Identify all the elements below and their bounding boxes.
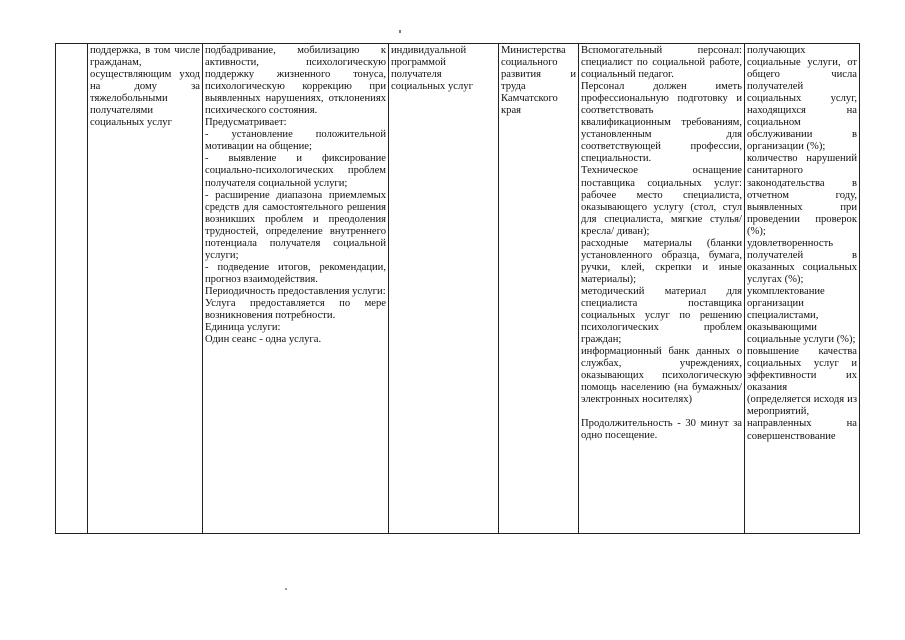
ministry-cell xyxy=(499,44,579,534)
service-name-text: поддержка, в том числе гражданам, осуществляющим уход на дому за тяжелобольными получателями социальных услуг xyxy=(90,45,200,129)
conditions-line: Вспомогательный персонал: специалист по социальной работе, социальный педагог. xyxy=(581,45,742,81)
description-line: Единица услуги: xyxy=(205,322,281,334)
description-line: - подведение итогов, рекомендации, прогноз взаимодействия. xyxy=(205,261,386,285)
ministry-text: Министерства социального развития и труда Камчатского края xyxy=(501,45,576,117)
indicator-line: удовлетворенность получателей в оказанных социальных услугах (%); xyxy=(747,237,857,285)
scan-speck xyxy=(285,588,287,590)
indicator-line: повышение качества социальных услуг и эффективности их оказания xyxy=(747,346,857,394)
description-line: подбадривание, мобилизацию к активности, психологическую поддержку жизненного тонуса, психологическую коррекцию при выявленных нарушениях, отклонениях психического состояния. xyxy=(205,45,386,117)
service-name-cell xyxy=(88,44,203,534)
description-line: Один сеанс - одна услуга. xyxy=(205,334,322,346)
indicator-line: получающих социальные услуги, от общего числа получателей социальных услуг, находящихся на социальном обслуживании в организации (%); xyxy=(747,45,857,153)
conditions-line: методический материал для специалиста поставщика социальных услуг по решению психологических проблем граждан; xyxy=(581,285,742,346)
conditions-line: информационный банк данных о службах, учреждениях, оказывающих психологическую помощь населению (на бумажных/ электронных носителях) xyxy=(581,346,742,406)
conditions-line: Техническое оснащение поставщика социальных услуг: рабочее место специалиста, оказывающего услугу (стол, стул для специалиста, мягкие стулья/ кресла/ диван); xyxy=(581,165,742,237)
indicator-line: укомплектование организации специалистами, оказывающими социальные услуги (%); xyxy=(747,285,856,346)
description-line: Предусматривает: xyxy=(205,117,287,129)
description-line: - расширение диапазона приемлемых средств для самостоятельного решения возникших проблем и преодоления трудностей, определение внутреннего потенциала получателя социальной услуги; xyxy=(205,189,386,261)
program-text: индивидуальной программой получателя социальных услуг xyxy=(391,45,473,93)
conditions-cell xyxy=(579,44,745,534)
page-mark xyxy=(399,30,401,33)
number-cell xyxy=(56,44,88,534)
conditions-line: Персонал должен иметь профессиональную подготовку и соответствовать квалификационным требованиям, установленным для соответствующей профессии, специальности. xyxy=(581,81,742,165)
indicator-line: количество нарушений санитарного законодательства в отчетном году, выявленных при проведении проверок (%); xyxy=(747,153,857,237)
description-line: - выявление и фиксирование социально-психологических проблем получателя социальной услуги; xyxy=(205,153,386,189)
service-description-cell xyxy=(203,44,389,534)
program-cell xyxy=(389,44,499,534)
conditions-line: расходные материалы (бланки установленного образца, бумага, ручки, клей, скрепки и иные материалы); xyxy=(581,237,742,285)
description-line: Периодичность предоставления услуги: xyxy=(205,285,386,297)
indicator-line: (определяется исходя из мероприятий, направленных на совершенствование xyxy=(747,394,857,442)
description-line: Услуга предоставляется по мере возникновения потребности. xyxy=(205,297,386,322)
table-row xyxy=(56,44,860,534)
conditions-line: Продолжительность - 30 минут за одно посещение. xyxy=(581,418,742,442)
description-line: - установление положительной мотивации на общение; xyxy=(205,129,386,153)
services-table xyxy=(55,43,860,534)
indicators-cell xyxy=(745,44,860,534)
conditions-gap xyxy=(581,406,742,418)
